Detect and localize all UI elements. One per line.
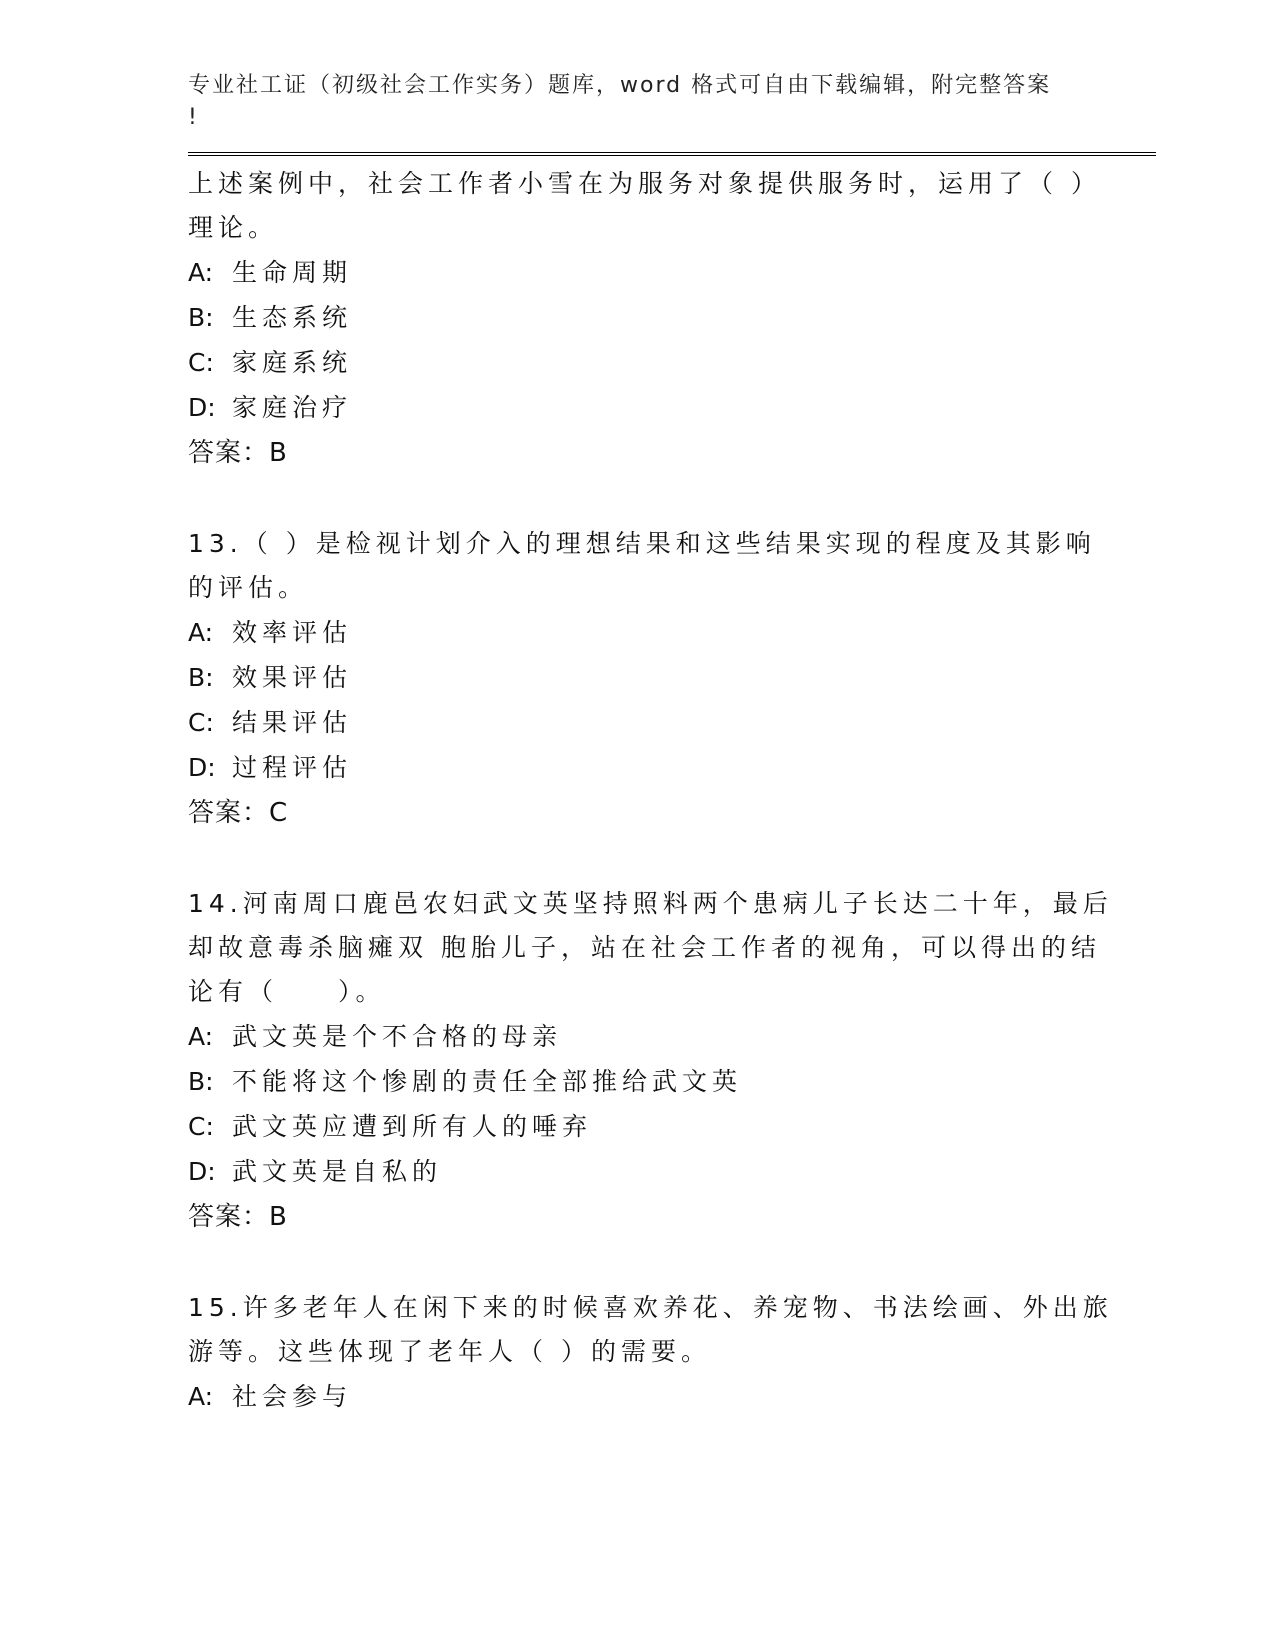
option-c (188, 1104, 1148, 1149)
option-a (188, 250, 1148, 295)
option-text: 不能将这个惨剧的责任全部推给武文英 (232, 1067, 743, 1096)
question-block (188, 1286, 1148, 1419)
option-key: C: (188, 708, 214, 737)
option-key: A: (188, 618, 214, 647)
option-key: A: (188, 258, 214, 287)
option-text: 效率评估 (232, 618, 353, 647)
option-text: 生态系统 (232, 303, 353, 332)
option-a (188, 610, 1148, 655)
answer-line: 答案：B (188, 438, 288, 468)
question-text: 论有（ ）。 (188, 977, 386, 1006)
document-header (188, 70, 1148, 134)
option-text: 家庭治疗 (232, 393, 353, 422)
option-text: 过程评估 (232, 753, 353, 782)
option-text: 家庭系统 (232, 348, 353, 377)
question-text: 15.许多老年人在闲下来的时候喜欢养花、养宠物、书法绘画、外出旅 (188, 1293, 1113, 1322)
option-key: D: (188, 753, 216, 782)
question-text: 14.河南周口鹿邑农妇武文英坚持照料两个患病儿子长达二十年，最后 (188, 889, 1113, 918)
option-c (188, 340, 1148, 385)
option-key: A: (188, 1382, 214, 1411)
option-d (188, 745, 1148, 790)
header-divider (188, 152, 1156, 156)
option-key: B: (188, 663, 214, 692)
option-key: B: (188, 1067, 214, 1096)
option-text: 武文英是自私的 (232, 1157, 443, 1186)
option-b (188, 655, 1148, 700)
header-title: 专业社工证（初级社会工作实务）题库，word 格式可自由下载编辑，附完整答案 (188, 73, 1052, 98)
answer-line: 答案：C (188, 798, 289, 828)
option-key: D: (188, 393, 216, 422)
option-text: 生命周期 (232, 258, 353, 287)
option-text: 武文英是个不合格的母亲 (232, 1022, 563, 1051)
option-d (188, 1149, 1148, 1194)
option-b (188, 1059, 1148, 1104)
answer-line: 答案：B (188, 1202, 288, 1232)
option-a (188, 1374, 1148, 1419)
question-block (188, 522, 1148, 836)
option-text: 结果评估 (232, 708, 353, 737)
option-text: 社会参与 (232, 1382, 353, 1411)
option-text: 武文英应遭到所有人的唾弃 (232, 1112, 593, 1141)
option-c (188, 700, 1148, 745)
question-text: 理论。 (188, 213, 279, 242)
question-block (188, 882, 1148, 1240)
option-b (188, 295, 1148, 340)
question-text: 却故意毒杀脑瘫双 胞胎儿子，站在社会工作者的视角，可以得出的结 (188, 933, 1101, 962)
document-page (188, 70, 1148, 1465)
question-text: 13.（ ）是检视计划介入的理想结果和这些结果实现的程度及其影响 (188, 529, 1096, 558)
question-text: 的评估。 (188, 573, 309, 602)
option-a (188, 1014, 1148, 1059)
option-key: C: (188, 1112, 214, 1141)
option-d (188, 385, 1148, 430)
question-block (188, 162, 1148, 476)
option-key: D: (188, 1157, 216, 1186)
question-text: 游等。这些体现了老年人（ ）的需要。 (188, 1337, 711, 1366)
option-key: B: (188, 303, 214, 332)
question-text: 上述案例中，社会工作者小雪在为服务对象提供服务时，运用了（ ） (188, 169, 1101, 198)
option-key: A: (188, 1022, 214, 1051)
option-text: 效果评估 (232, 663, 353, 692)
header-title-continuation: ! (188, 105, 199, 130)
option-key: C: (188, 348, 214, 377)
